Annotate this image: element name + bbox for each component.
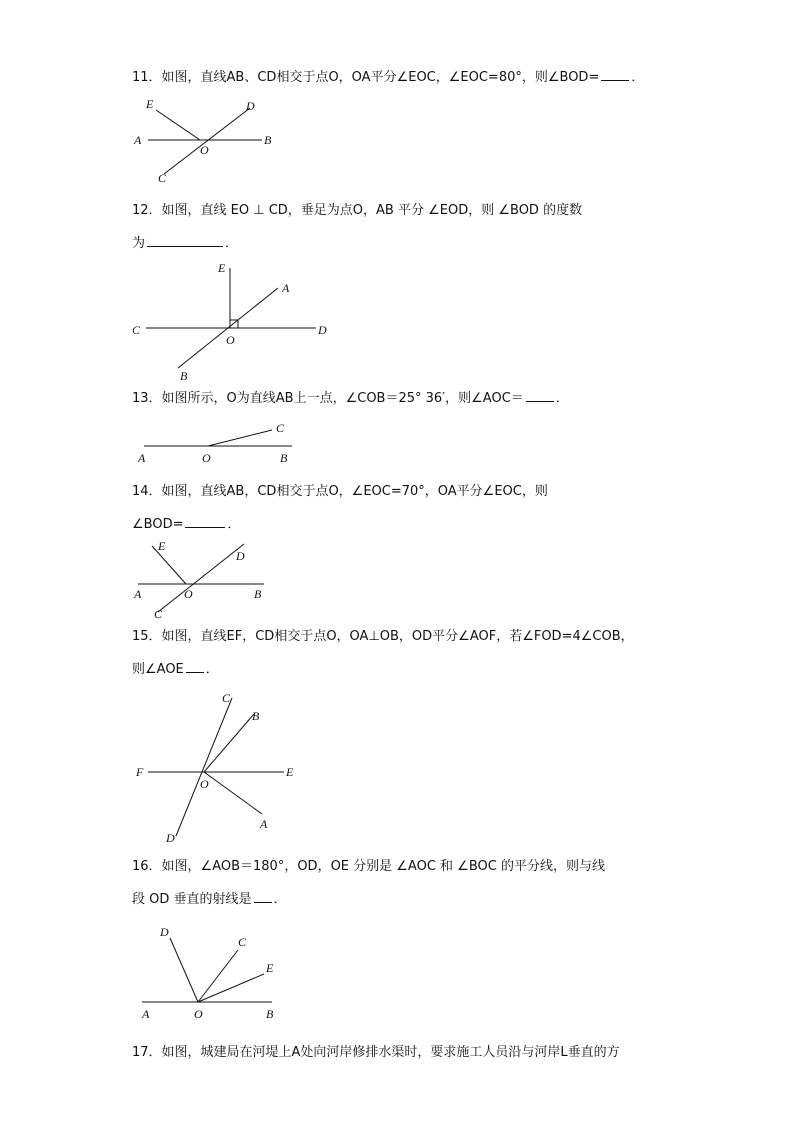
question-17 — [132, 1044, 620, 1062]
answer-blank[interactable] — [186, 660, 204, 673]
question-12: 12．如图，直线 EO ⊥ CD，垂足为点O，AB 平分 ∠EOD，则 ∠BOD 的度数 为 ． — [132, 203, 583, 251]
figure-q16 — [130, 922, 290, 1027]
label-e: E — [266, 961, 274, 975]
answer-blank[interactable] — [185, 515, 225, 528]
label-c: C — [154, 607, 163, 621]
label-o: O — [184, 587, 193, 601]
label-c: C — [276, 421, 285, 435]
label-o: O — [226, 333, 235, 347]
label-b: B — [254, 587, 262, 601]
line-cd — [164, 108, 250, 174]
label-a: A — [134, 133, 142, 147]
question-16: 16．如图，∠AOB＝180°，OD，OE 分别是 ∠AOC 和 ∠BOC 的平分线，则与线 段 OD 垂直的射线是 ． — [132, 859, 605, 907]
label-d: D — [160, 925, 169, 939]
label-d: D — [318, 323, 327, 337]
label-a: A — [134, 587, 142, 601]
ray-od — [170, 938, 198, 1002]
figure-q14 — [130, 536, 280, 622]
question-14: 14．如图，直线AB，CD相交于点O，∠EOC=70°，OA平分∠EOC，则 ∠BOD= ． — [132, 484, 548, 532]
answer-blank[interactable] — [254, 890, 272, 903]
label-e: E — [146, 97, 154, 111]
figure-q15 — [130, 686, 310, 846]
question-11: 11．如图，直线AB、CD相交于点O，OA平分∠EOC，∠EOC=80°，则∠BOD= ． — [132, 70, 645, 85]
label-a: A — [260, 817, 268, 831]
question-15: 15．如图，直线EF，CD相交于点O，OA⊥OB，OD平分∠AOF，若∠FOD=4∠COB， 则∠AOE ． — [132, 629, 634, 677]
ray-oc — [198, 950, 238, 1002]
ray-oe — [156, 110, 200, 140]
line-cd — [158, 544, 244, 612]
answer-blank[interactable] — [526, 389, 554, 402]
label-a: A — [142, 1007, 150, 1021]
question-text: 13．如图所示，O为直线AB上一点，∠COB＝25° 36′，则∠AOC＝ — [132, 391, 524, 406]
figure-q12 — [130, 258, 340, 383]
label-o: O — [200, 777, 209, 791]
question-text: 15．如图，直线EF，CD相交于点O，OA⊥OB，OD平分∠AOF，若∠FOD=4∠COB， — [132, 629, 634, 644]
line-cd — [176, 698, 232, 836]
label-b: B — [252, 709, 260, 723]
label-b: B — [266, 1007, 274, 1021]
ray-ob — [204, 714, 254, 772]
answer-blank[interactable] — [601, 68, 629, 81]
label-d: D — [166, 831, 175, 845]
label-b: B — [180, 369, 188, 383]
label-o: O — [200, 143, 209, 157]
label-f: F — [136, 765, 144, 779]
label-d: D — [246, 99, 255, 113]
label-e: E — [158, 539, 166, 553]
question-13: 13．如图所示，O为直线AB上一点，∠COB＝25° 36′，则∠AOC＝ ． — [132, 391, 569, 406]
question-text: 12．如图，直线 EO ⊥ CD，垂足为点O，AB 平分 ∠EOD，则 ∠BOD 的度数 — [132, 203, 583, 218]
label-c: C — [222, 691, 231, 705]
label-c: C — [132, 323, 141, 337]
question-text: 16．如图，∠AOB＝180°，OD，OE 分别是 ∠AOC 和 ∠BOC 的平分线，则与线 — [132, 859, 605, 874]
ray-oe — [198, 974, 264, 1002]
figure-q11 — [130, 96, 290, 186]
question-text: 14．如图，直线AB，CD相交于点O，∠EOC=70°，OA平分∠EOC，则 — [132, 484, 548, 499]
label-d: D — [236, 549, 245, 563]
label-a: A — [138, 451, 146, 465]
ray-oc — [208, 430, 272, 446]
answer-blank[interactable] — [147, 234, 223, 247]
label-e: E — [218, 261, 226, 275]
question-text: 17．如图，城建局在河堤上A处向河岸修排水渠时，要求施工人员沿与河岸L垂直的方 — [132, 1045, 620, 1060]
label-a: A — [282, 281, 290, 295]
label-o: O — [194, 1007, 203, 1021]
label-c: C — [238, 935, 247, 949]
label-b: B — [264, 133, 272, 147]
label-o: O — [202, 451, 211, 465]
label-e: E — [286, 765, 294, 779]
question-text: 11．如图，直线AB、CD相交于点O，OA平分∠EOC，∠EOC=80°，则∠BOD= — [132, 70, 600, 85]
ray-oa — [204, 772, 262, 814]
label-c: C — [158, 171, 167, 185]
figure-q13 — [130, 418, 310, 470]
label-b: B — [280, 451, 288, 465]
